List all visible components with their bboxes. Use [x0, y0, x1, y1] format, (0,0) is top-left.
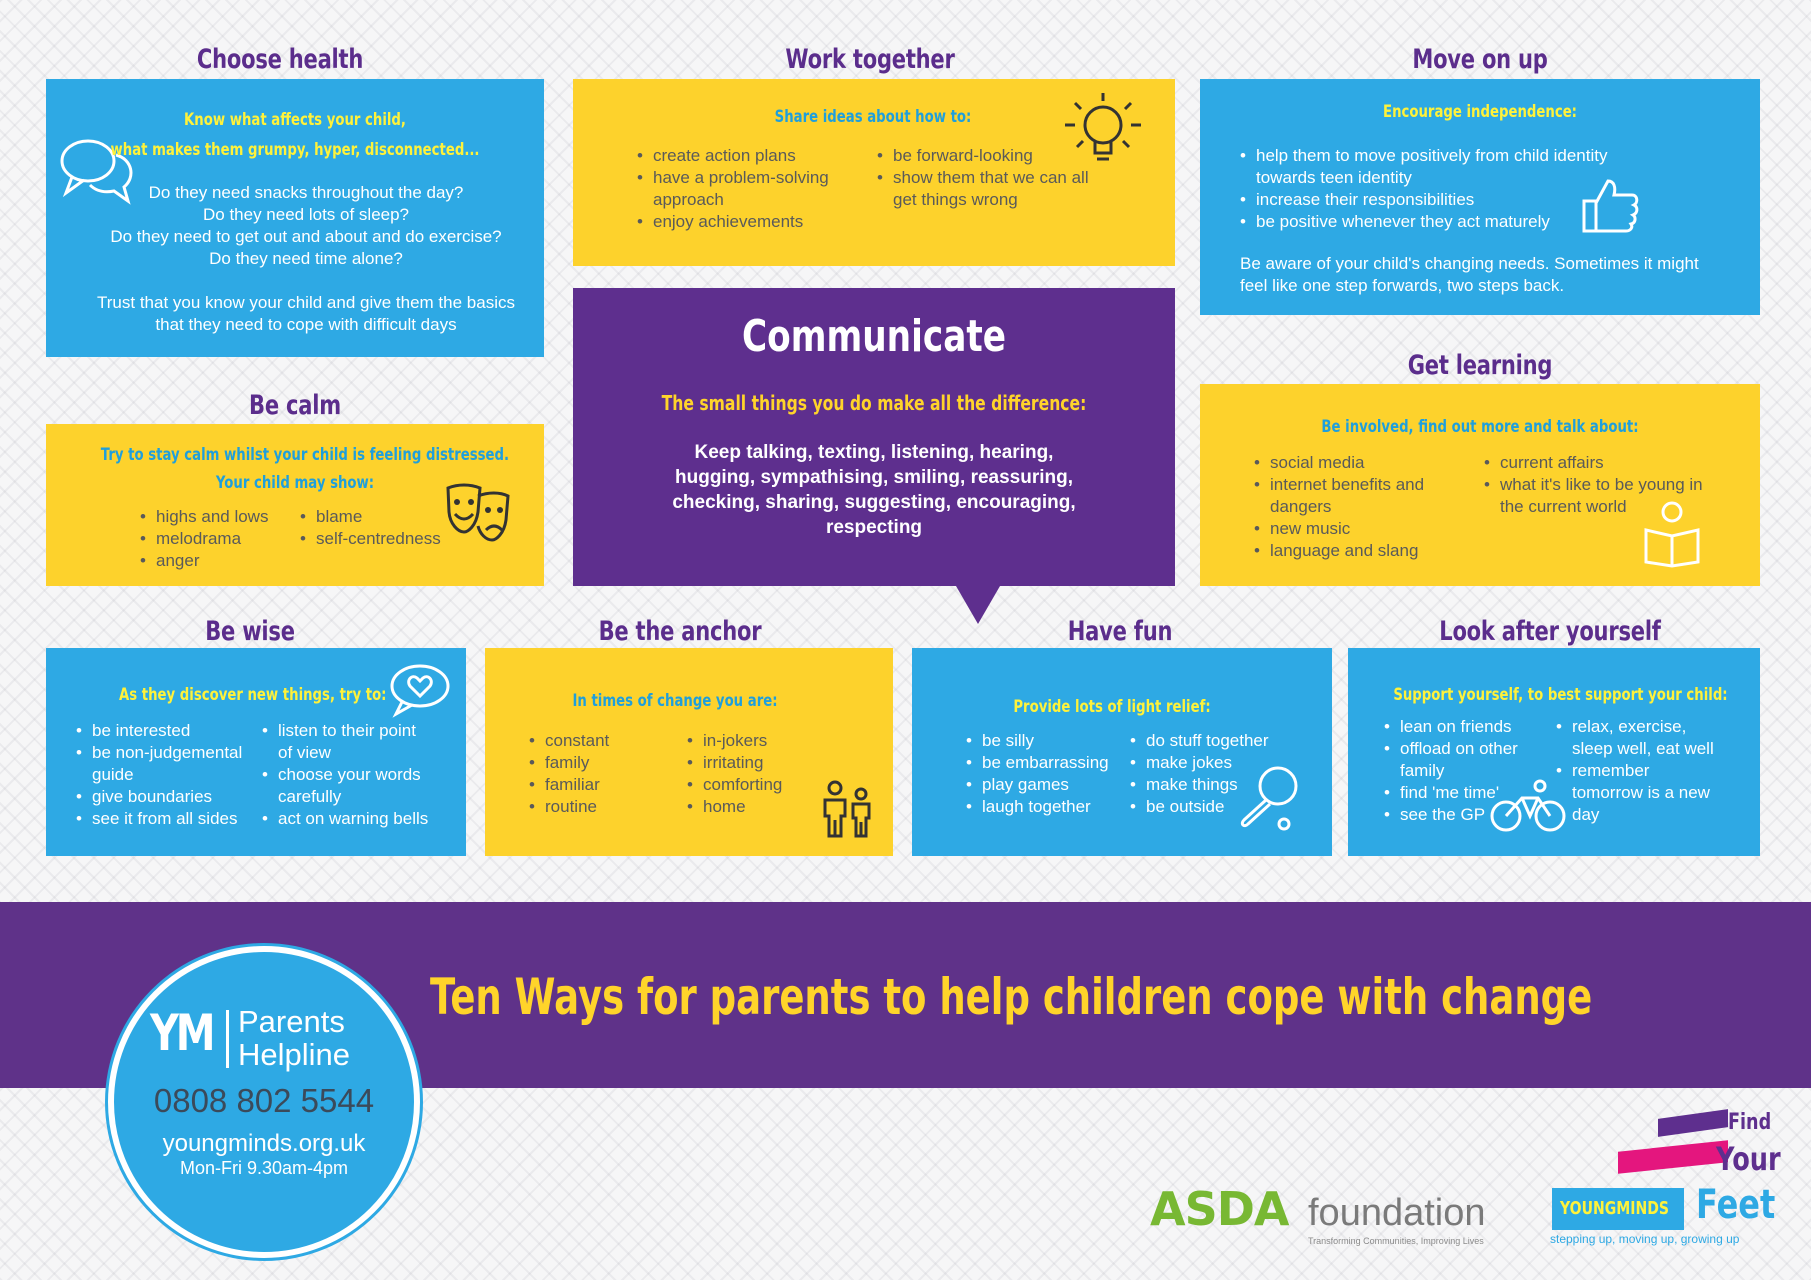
work-together-sub: Share ideas about how to: [774, 107, 972, 127]
have-fun-card [912, 648, 1332, 856]
be-wise-item: • listen to their point of view [262, 720, 432, 764]
get-learning-item: • internet benefits and dangers [1254, 474, 1454, 518]
have-fun-item: • laugh together [966, 796, 1130, 818]
communicate-sub: The small things you do make all the difference: [661, 391, 1087, 415]
move-on-up-item: • increase their responsibilities [1240, 189, 1670, 211]
choose-health-sub1: Know what affects your child, [184, 110, 406, 130]
work-together-card [573, 79, 1175, 266]
get-learning-item: • current affairs [1484, 452, 1714, 474]
move-on-up-sub: Encourage independence: [1383, 102, 1577, 122]
communicate-heading: Communicate [741, 311, 1007, 362]
be-anchor-heading: Be the anchor [598, 616, 762, 647]
heart-bubble-icon [388, 662, 452, 718]
communicate-pointer [956, 586, 1000, 624]
helpline-text: Helpline [238, 1037, 351, 1072]
be-anchor-sub: In times of change you are: [572, 691, 778, 711]
have-fun-heading: Have fun [1067, 616, 1173, 647]
feet-text: Feet [1696, 1182, 1776, 1228]
be-calm-item: • anger [140, 550, 300, 572]
get-learning-card [1200, 384, 1760, 586]
be-calm-item: • highs and lows [140, 506, 300, 528]
have-fun-item: • play games [966, 774, 1130, 796]
be-calm-sub2: Your child may show: [215, 473, 375, 493]
parent-child-icon [819, 780, 875, 840]
be-wise-item: • be interested [76, 720, 262, 742]
get-learning-item: • new music [1254, 518, 1484, 540]
look-after-card [1348, 648, 1760, 856]
look-after-item: • see the GP [1384, 804, 1556, 826]
work-together-heading: Work together [785, 44, 955, 75]
work-together-item: • create action plans [637, 145, 877, 167]
fyf-tagline: stepping up, moving up, growing up [1550, 1232, 1740, 1246]
have-fun-item: • be embarrassing [966, 752, 1130, 774]
asda-wordmark: ASDA [1150, 1182, 1289, 1236]
be-anchor-item: • routine [529, 796, 687, 818]
be-anchor-item: • familiar [529, 774, 687, 796]
be-anchor-item: • home [687, 796, 827, 818]
communicate-body: Keep talking, texting, listening, hearing, hugging, sympathising, smiling, reassuring, checking, sharing, suggesting, encouraging, respecting [672, 442, 1076, 538]
look-after-heading: Look after yourself [1439, 616, 1661, 647]
move-on-up-item: • be positive whenever they act maturely [1240, 211, 1670, 233]
be-wise-item: • act on warning bells [262, 808, 442, 830]
be-wise-sub: As they discover new things, try to: [119, 685, 387, 705]
be-wise-item: • choose your words carefully [262, 764, 432, 808]
move-on-up-note: Be aware of your child's changing needs. Sometimes it might feel like one step forwards, two steps back. [1240, 254, 1699, 295]
helpline-website[interactable]: youngminds.org.uk [162, 1130, 366, 1157]
be-anchor-item: • in-jokers [687, 730, 827, 752]
have-fun-item: • make jokes [1130, 752, 1310, 774]
tagline: Ten Ways for parents to help children cope with change [430, 968, 1593, 1026]
find-text: Find [1728, 1110, 1772, 1135]
look-after-sub: Support yourself, to best support your child: [1393, 685, 1728, 705]
have-fun-sub: Provide lots of light relief: [1013, 697, 1211, 717]
be-calm-item: • blame [300, 506, 460, 528]
look-after-item: • find 'me time' [1384, 782, 1556, 804]
be-calm-sub1: Try to stay calm whilst your child is feeling distressed. [100, 445, 510, 465]
be-calm-card [46, 424, 544, 586]
find-your-feet-logo [1548, 1108, 1781, 1248]
your-text: Your [1716, 1140, 1781, 1178]
fyf-bar-purple [1658, 1109, 1728, 1137]
be-wise-card [46, 648, 466, 856]
be-anchor-item: • constant [529, 730, 687, 752]
be-anchor-item: • irritating [687, 752, 827, 774]
be-wise-item: • see it from all sides [76, 808, 262, 830]
work-together-item: • have a problem-solving approach [637, 167, 847, 211]
have-fun-item: • be outside [1130, 796, 1310, 818]
be-calm-item: • self-centredness [300, 528, 460, 550]
choose-health-heading: Choose health [196, 44, 364, 75]
work-together-item: • enjoy achievements [637, 211, 877, 233]
get-learning-heading: Get learning [1407, 350, 1553, 381]
asda-tagline: Transforming Communities, Improving Lives [1308, 1236, 1484, 1246]
fyf-bar-blue[interactable] [1552, 1188, 1684, 1230]
youngminds-wordmark: YOUNGMINDS [1560, 1198, 1669, 1219]
be-wise-item: • give boundaries [76, 786, 262, 808]
foundation-wordmark: foundation [1308, 1192, 1486, 1234]
have-fun-item: • make things [1130, 774, 1310, 796]
parents-text: Parents [238, 1004, 345, 1039]
get-learning-item: • what it's like to be young in the current world [1484, 474, 1714, 518]
be-calm-heading: Be calm [249, 390, 341, 421]
choose-health-trust1: Trust that you know your child and give them the basics [97, 293, 515, 312]
be-wise-item: • be non-judgemental guide [76, 742, 256, 786]
ym-logo: YM [150, 1004, 213, 1062]
have-fun-item: • be silly [966, 730, 1130, 752]
reading-person-icon [1640, 500, 1704, 568]
parents-helpline-badge[interactable] [108, 946, 420, 1258]
move-on-up-heading: Move on up [1412, 44, 1548, 75]
work-together-item: • be forward-looking [877, 145, 1107, 167]
asda-foundation-logo [1150, 1182, 1510, 1248]
be-anchor-item: • family [529, 752, 687, 774]
look-after-item: • remember tomorrow is a new day [1556, 760, 1724, 826]
choose-health-trust2: that they need to cope with difficult days [155, 315, 457, 334]
choose-health-sub2: what makes them grumpy, hyper, disconnected... [110, 140, 480, 160]
work-together-item: • show them that we can all get things wrong [877, 167, 1102, 211]
get-learning-item: • social media [1254, 452, 1484, 474]
look-after-item: • lean on friends [1384, 716, 1556, 738]
have-fun-item: • do stuff together [1130, 730, 1310, 752]
choose-health-q2: Do they need lots of sleep? [202, 205, 410, 224]
look-after-item: • relax, exercise, sleep well, eat well [1556, 716, 1724, 760]
be-calm-item: • melodrama [140, 528, 300, 550]
helpline-phone[interactable]: 0808 802 5544 [153, 1082, 375, 1119]
be-anchor-item: • comforting [687, 774, 827, 796]
fyf-bar-pink [1618, 1140, 1728, 1174]
choose-health-card [46, 79, 544, 357]
bicycle-icon [1490, 778, 1566, 834]
theatre-masks-icon [444, 482, 512, 546]
helpline-hours: Mon-Fri 9.30am-4pm [179, 1158, 349, 1178]
look-after-item: • offload on other family [1384, 738, 1554, 782]
move-on-up-card [1200, 79, 1760, 315]
communicate-card [573, 288, 1175, 586]
be-wise-heading: Be wise [205, 616, 295, 647]
move-on-up-item: • help them to move positively from child identity towards teen identity [1240, 145, 1670, 189]
get-learning-item: • language and slang [1254, 540, 1484, 562]
choose-health-q3: Do they need to get out and about and do exercise? [110, 227, 502, 246]
be-anchor-card [485, 648, 893, 856]
thumbs-up-icon [1578, 173, 1642, 237]
get-learning-sub: Be involved, find out more and talk about: [1321, 417, 1639, 437]
choose-health-q1: Do they need snacks throughout the day? [148, 183, 464, 202]
ping-pong-icon [1234, 762, 1306, 834]
choose-health-q4: Do they need time alone? [209, 249, 403, 268]
